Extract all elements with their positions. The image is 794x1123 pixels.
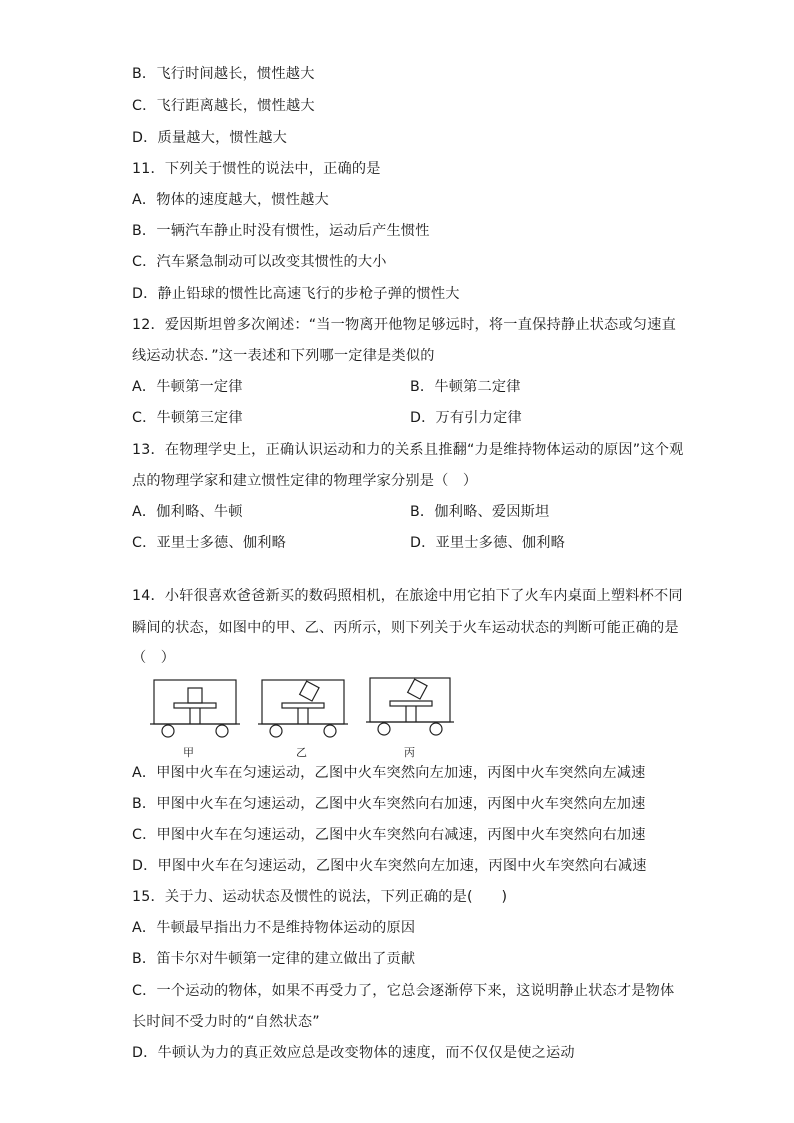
wheel	[324, 725, 336, 737]
q15-option-d: D．牛顿认为力的真正效应总是改变物体的速度，而不仅仅是使之运动	[132, 1045, 575, 1061]
cup	[188, 688, 202, 703]
figure-label-bing: 丙	[404, 746, 415, 759]
q15-option-a: A．牛顿最早指出力不是维持物体运动的原因	[132, 920, 416, 936]
q12-option-c: C．牛顿第三定律	[132, 410, 243, 426]
table-top	[174, 703, 216, 708]
wheel	[270, 725, 282, 737]
cup-tilted	[408, 679, 427, 699]
q13-option-a: A．伽利略、牛顿	[132, 504, 243, 520]
table-top	[282, 703, 324, 708]
q14-stem-line1: 14．小轩很喜欢爸爸新买的数码照相机，在旅途中用它拍下了火车内桌面上塑料杯不同	[132, 588, 683, 604]
q14-stem-line2: 瞬间的状态，如图中的甲、乙、丙所示，则下列关于火车运动状态的判断可能正确的是	[132, 620, 679, 636]
q15-option-c-line2: 长时间不受力时的“自然状态”	[132, 1014, 320, 1030]
car-body	[154, 680, 236, 724]
q14-option-c: C．甲图中火车在匀速运动，乙图中火车突然向右减速，丙图中火车突然向右加速	[132, 827, 646, 843]
q10-option-d: D．质量越大，惯性越大	[132, 130, 288, 146]
wheel	[378, 723, 390, 735]
q13-option-c: C．亚里士多德、伽利略	[132, 535, 286, 551]
figure-label-jia: 甲	[183, 746, 194, 759]
q14-option-b: B．甲图中火车在匀速运动，乙图中火车突然向右加速，丙图中火车突然向左加速	[132, 796, 646, 812]
wheel	[216, 725, 228, 737]
wheel	[162, 725, 174, 737]
wheel	[430, 723, 442, 735]
q14-option-a: A．甲图中火车在匀速运动，乙图中火车突然向左加速，丙图中火车突然向左减速	[132, 765, 646, 781]
q13-option-b: B．伽利略、爱因斯坦	[410, 504, 550, 520]
car-body	[370, 678, 450, 722]
q13-stem-line2: 点的物理学家和建立惯性定律的物理学家分别是（ ）	[132, 473, 478, 489]
q12-option-a: A．牛顿第一定律	[132, 379, 243, 395]
q12-option-d: D．万有引力定律	[410, 410, 522, 426]
q10-option-b: B．飞行时间越长，惯性越大	[132, 66, 315, 82]
q11-stem: 11．下列关于惯性的说法中，正确的是	[132, 161, 381, 177]
table-top	[390, 701, 432, 706]
q14-train-cup-figure	[150, 676, 460, 762]
train-car-jia	[150, 680, 240, 737]
q13-option-d: D．亚里士多德、伽利略	[410, 535, 566, 551]
q15-stem: 15．关于力、运动状态及惯性的说法，下列正确的是( )	[132, 889, 508, 905]
q12-option-b: B．牛顿第二定律	[410, 379, 521, 395]
figure-label-yi: 乙	[296, 746, 307, 759]
q11-option-d: D．静止铅球的惯性比高速飞行的步枪子弹的惯性大	[132, 286, 460, 302]
q12-stem-line2: 线运动状态．”这一表述和下列哪一定律是类似的	[132, 348, 435, 364]
q12-stem-line1: 12．爱因斯坦曾多次阐述：“当一物离开他物足够远时，将一直保持静止状态或匀速直	[132, 317, 676, 333]
q14-option-d: D．甲图中火车在匀速运动，乙图中火车突然向左加速，丙图中火车突然向右减速	[132, 858, 647, 874]
cup-tilted	[300, 681, 319, 701]
q14-stem-line3: （ ）	[132, 650, 176, 666]
q11-option-a: A．物体的速度越大，惯性越大	[132, 192, 329, 208]
train-car-bing	[366, 678, 454, 735]
car-body	[262, 680, 344, 724]
q15-option-c-line1: C．一个运动的物体，如果不再受力了，它总会逐渐停下来，这说明静止状态才是物体	[132, 983, 675, 999]
q10-option-c: C．飞行距离越长，惯性越大	[132, 98, 315, 114]
train-car-yi	[258, 680, 348, 737]
q13-stem-line1: 13．在物理学史上，正确认识运动和力的关系且推翻“力是维持物体运动的原因”这个观	[132, 442, 684, 458]
q11-option-c: C．汽车紧急制动可以改变其惯性的大小	[132, 254, 387, 270]
q11-option-b: B．一辆汽车静止时没有惯性，运动后产生惯性	[132, 223, 430, 239]
q15-option-b: B．笛卡尔对牛顿第一定律的建立做出了贡献	[132, 951, 416, 967]
